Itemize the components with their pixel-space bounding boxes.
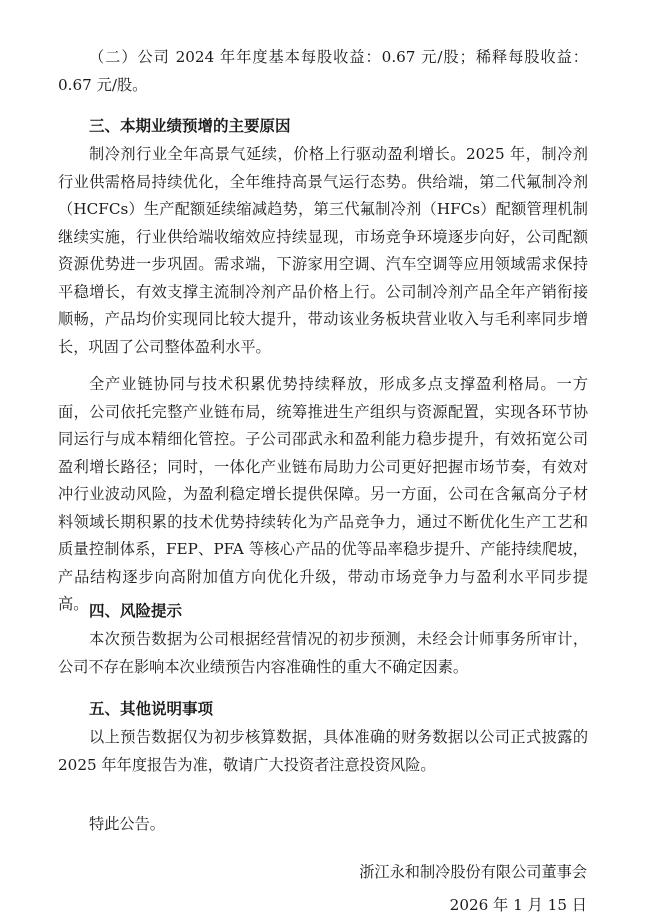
section-4-heading: 四、风险提示 bbox=[89, 602, 183, 620]
closing-text: 特此公告。 bbox=[89, 815, 165, 833]
section-5-paragraph: 以上预告数据仅为初步核算数据，具体准确的财务数据以公司正式披露的 2025 年年度报告为准，敬请广大投资者注意投资风险。 bbox=[58, 728, 588, 774]
section-4-paragraph: 本次预告数据为公司根据经营情况的初步预测，未经会计师事务所审计，公司不存在影响本次业绩预告内容准确性的重大不确定因素。 bbox=[58, 630, 588, 676]
signature-company: 浙江永和制冷股份有限公司董事会 bbox=[359, 863, 587, 881]
section-5-heading: 五、其他说明事项 bbox=[89, 700, 214, 718]
section-3-paragraph-1: 制冷剂行业全年高景气延续，价格上行驱动盈利增长。2025 年，制冷剂行业供需格局持续优化，全年维持高景气运行态势。供给端，第二代氟制冷剂（HCFCs）生产配额延续缩减趋势，第三代氟制冷剂（HFCs）配额管理机制继续实施，行业供给端收缩效应持续显现，市场竞争环境逐步向好，公司配额资源优势进一步巩固。需求端，下游家用空调、汽车空调等应用领域需求保持平稳增长，有效支撑主流制冷剂产品价格上行。公司制冷剂产品全年产销衔接顺畅，产品均价实现同比较大提升，带动该业务板块营业收入与毛利率同步增长，巩固了公司整体盈利水平。 bbox=[58, 145, 588, 356]
section-3-heading: 三、本期业绩预增的主要原因 bbox=[89, 117, 291, 135]
eps-line: （二）公司 2024 年年度基本每股收益：0.67 元/股；稀释每股收益：0.67 元/股。 bbox=[58, 48, 588, 94]
section-3-paragraph-2: 全产业链协同与技术积累优势持续释放，形成多点支撑盈利格局。一方面，公司依托完整产业链布局，统筹推进生产组织与资源配置，实现各环节协同运行与成本精细化管控。子公司邵武永和盈利能力稳步提升，有效拓宽公司盈利增长路径；同时，一体化产业链布局助力公司更好把握市场节奏，有效对冲行业波动风险，为盈利稳定增长提供保障。另一方面，公司在含氟高分子材料领域长期积累的技术优势持续转化为产品竞争力，通过不断优化生产工艺和质量控制体系，FEP、PFA 等核心产品的优等品率稳步提升、产能持续爬坡，产品结构逐步向高附加值方向优化升级，带动市场竞争力与盈利水平同步提高。 bbox=[58, 375, 588, 613]
signature-date: 2026 年 1 月 15 日 bbox=[449, 896, 587, 914]
